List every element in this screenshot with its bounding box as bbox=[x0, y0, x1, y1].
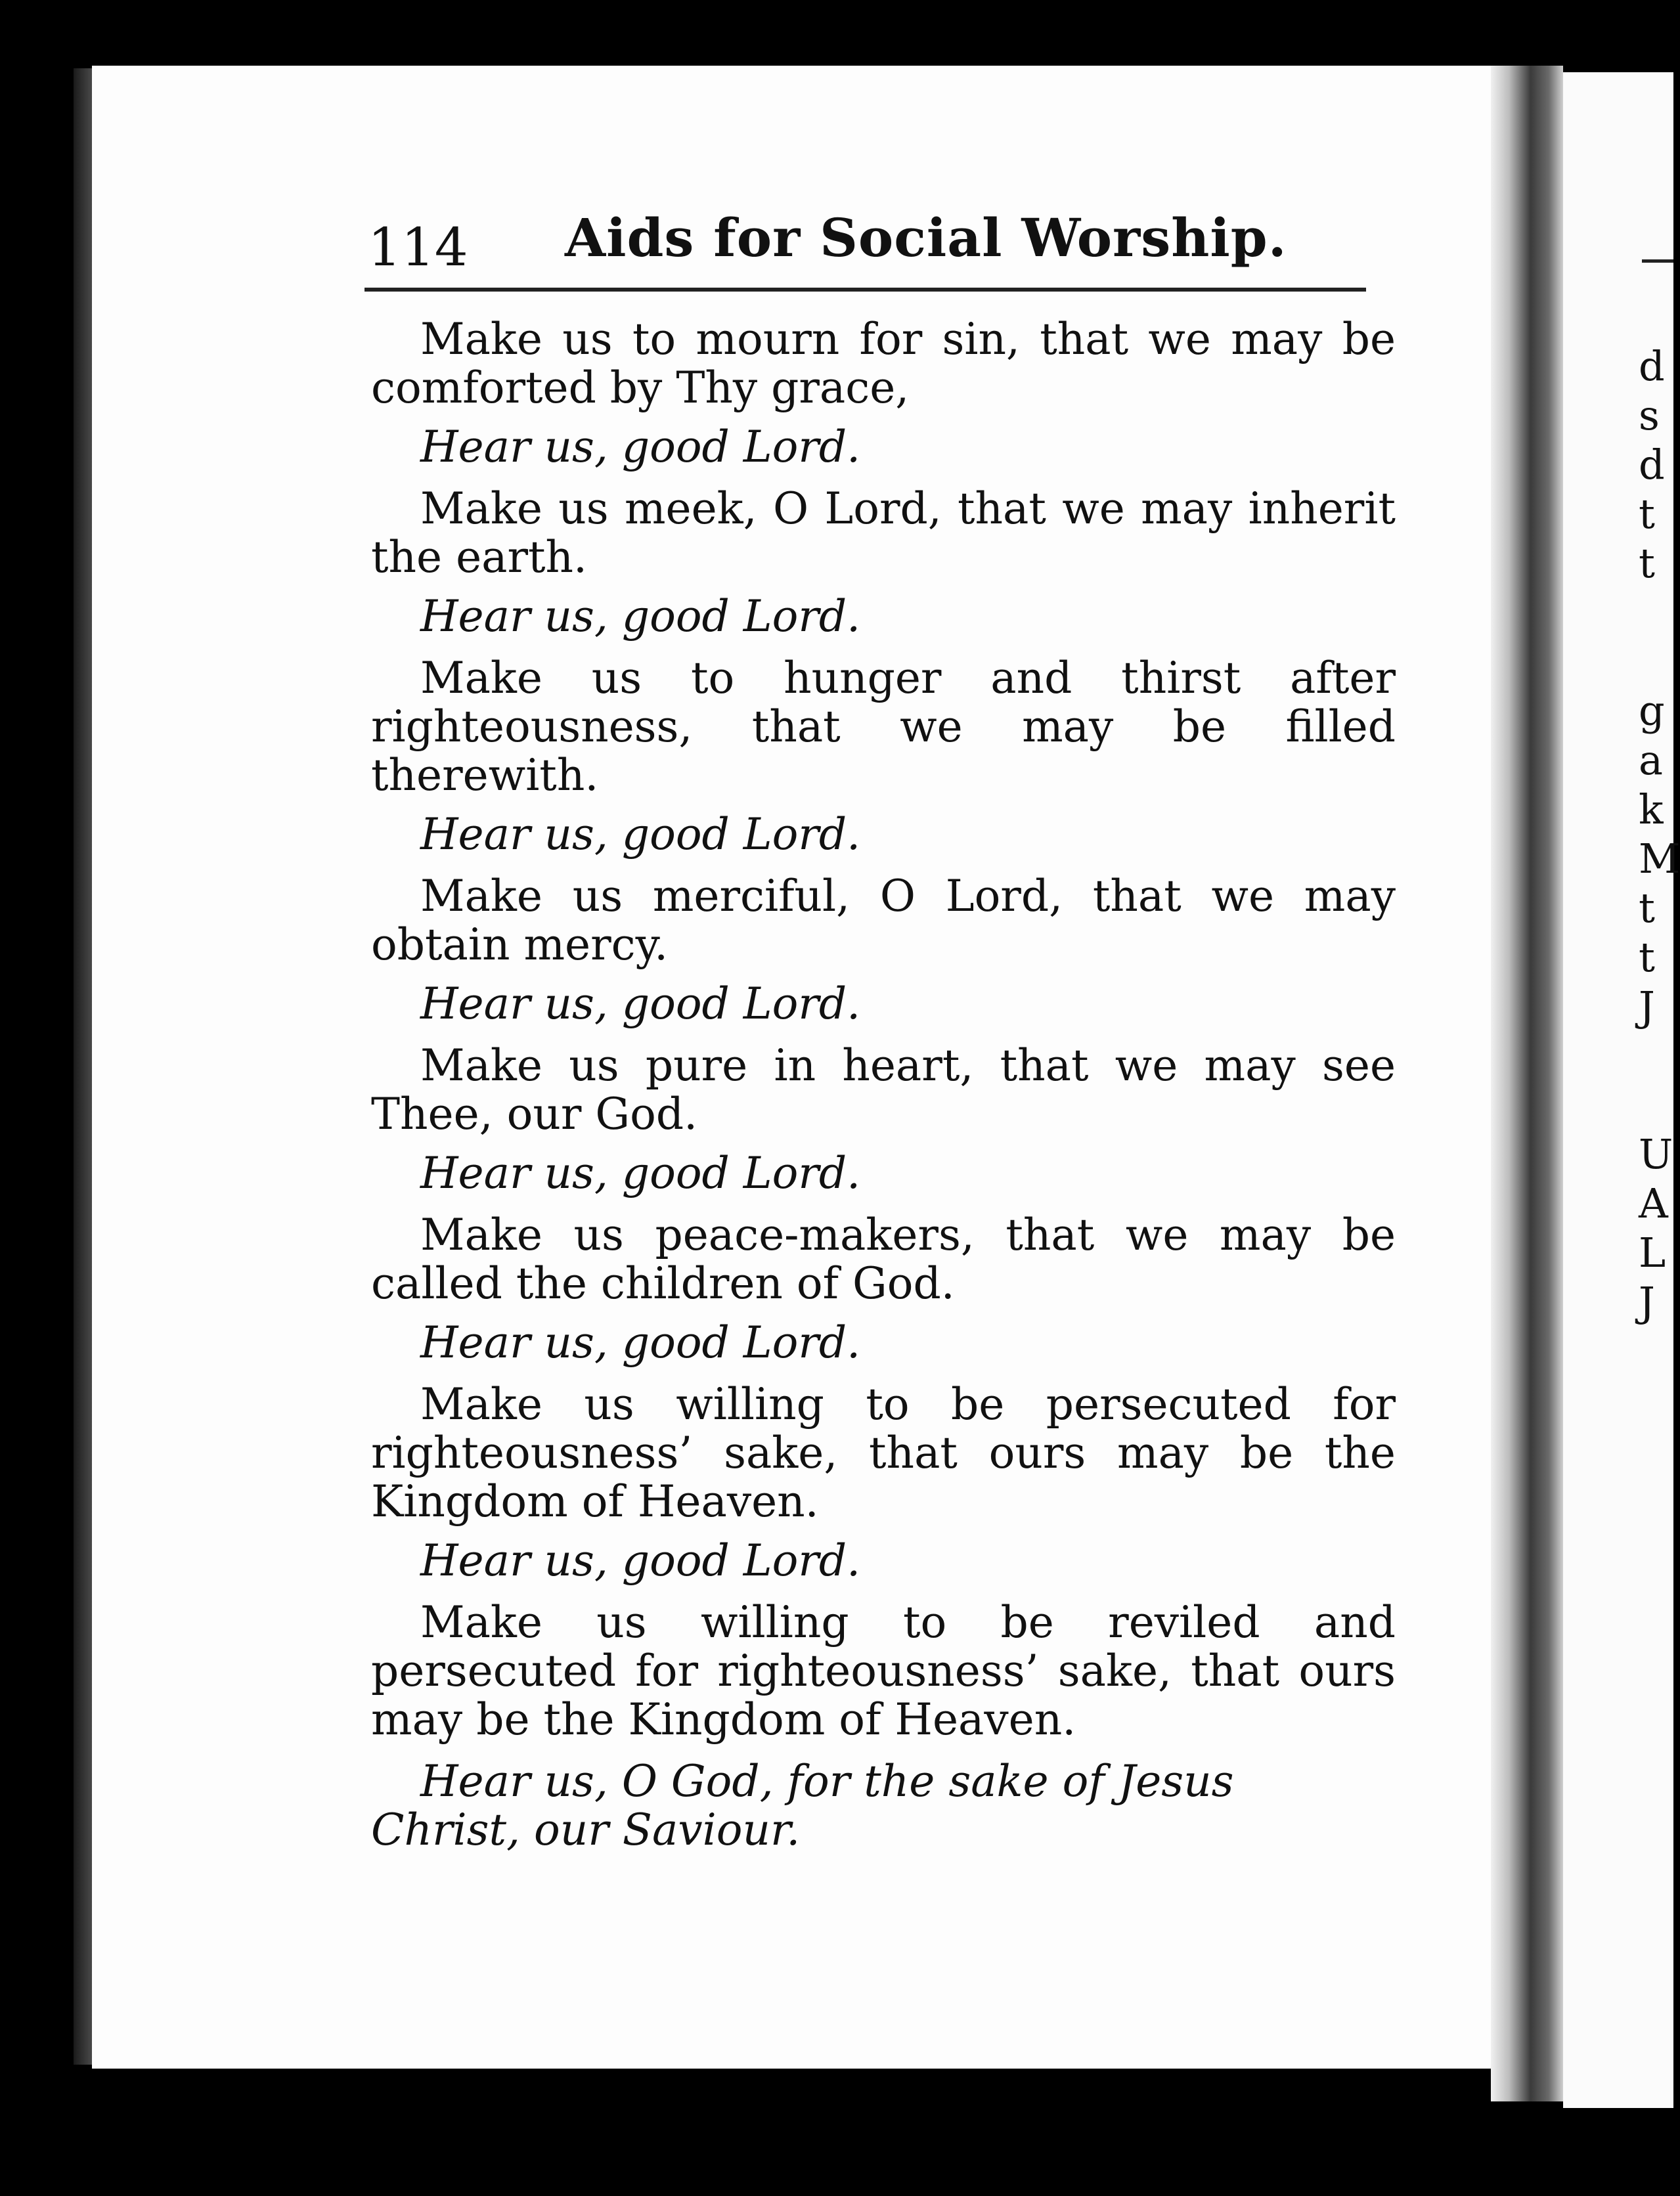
petition-text: Make us to hunger and thirst after righteousness, that we may be filled therewith. bbox=[371, 653, 1396, 801]
response-6: Hear us, good Lord. bbox=[420, 1317, 861, 1368]
fragment-line: d bbox=[1639, 342, 1665, 390]
right-page-text-fragments bbox=[1639, 341, 1680, 1327]
fragment-line: J bbox=[1639, 1278, 1655, 1326]
fragment-line bbox=[1639, 637, 1680, 686]
book-gutter bbox=[1491, 66, 1563, 2101]
petition-text: Make us pure in heart, that we may see Thee, our God. bbox=[371, 1040, 1396, 1139]
header-rule bbox=[365, 288, 1366, 292]
fragment-line bbox=[1639, 1031, 1680, 1080]
fragment-line: k bbox=[1639, 785, 1664, 833]
petition-text: Make us willing to be persecuted for righteousness’ sake, that ours may be the Kingdom of Heaven. bbox=[371, 1379, 1396, 1527]
petition-text: Make us meek, O Lord, that we may inherit the earth. bbox=[371, 483, 1396, 582]
fragment-line: a bbox=[1639, 736, 1663, 784]
right-page-header-rule bbox=[1642, 259, 1673, 263]
petition-5 bbox=[371, 1042, 1396, 1139]
fragment-line: t bbox=[1639, 539, 1655, 587]
petition-text: Make us willing to be reviled and persecuted for righteousness’ sake, that ours may be the Kingdom of Heaven. bbox=[371, 1597, 1396, 1745]
fragment-line: d bbox=[1639, 441, 1665, 489]
petition-text: Make us to mourn for sin, that we may be comforted by Thy grace, bbox=[371, 314, 1396, 413]
page-number: 114 bbox=[368, 217, 468, 278]
petition-text: Make us merciful, O Lord, that we may obtain mercy. bbox=[371, 871, 1396, 970]
response-4: Hear us, good Lord. bbox=[420, 978, 861, 1029]
petition-1 bbox=[371, 315, 1396, 412]
fragment-line: t bbox=[1639, 933, 1655, 981]
fragment-line bbox=[1639, 1080, 1680, 1130]
fragment-line: L bbox=[1639, 1229, 1666, 1277]
fragment-line bbox=[1639, 588, 1680, 637]
litany-text bbox=[371, 315, 1396, 1855]
fragment-line: U bbox=[1639, 1130, 1673, 1178]
response-7: Hear us, good Lord. bbox=[420, 1535, 861, 1586]
running-head-title: Aids for Social Worship. bbox=[565, 207, 1287, 269]
fragment-line: s bbox=[1639, 391, 1660, 439]
fragment-line: A bbox=[1639, 1179, 1668, 1227]
response-1: Hear us, good Lord. bbox=[420, 422, 861, 472]
fragment-line: t bbox=[1639, 490, 1655, 538]
fragment-line: t bbox=[1639, 884, 1655, 932]
petition-2 bbox=[371, 485, 1396, 582]
petition-3 bbox=[371, 654, 1396, 800]
response-3: Hear us, good Lord. bbox=[420, 809, 861, 860]
petition-7 bbox=[371, 1380, 1396, 1526]
final-response: Hear us, O God, for the sake of Jesus Christ, our Saviour. bbox=[371, 1756, 1234, 1855]
petition-6 bbox=[371, 1211, 1396, 1308]
petition-8 bbox=[371, 1598, 1396, 1744]
response-2: Hear us, good Lord. bbox=[420, 591, 861, 642]
petition-4 bbox=[371, 872, 1396, 969]
response-5: Hear us, good Lord. bbox=[420, 1148, 861, 1198]
fragment-line: g bbox=[1639, 687, 1665, 735]
fragment-line: M bbox=[1639, 835, 1680, 883]
fragment-line: J bbox=[1639, 982, 1655, 1030]
petition-text: Make us peace-makers, that we may be called the children of God. bbox=[371, 1210, 1396, 1309]
